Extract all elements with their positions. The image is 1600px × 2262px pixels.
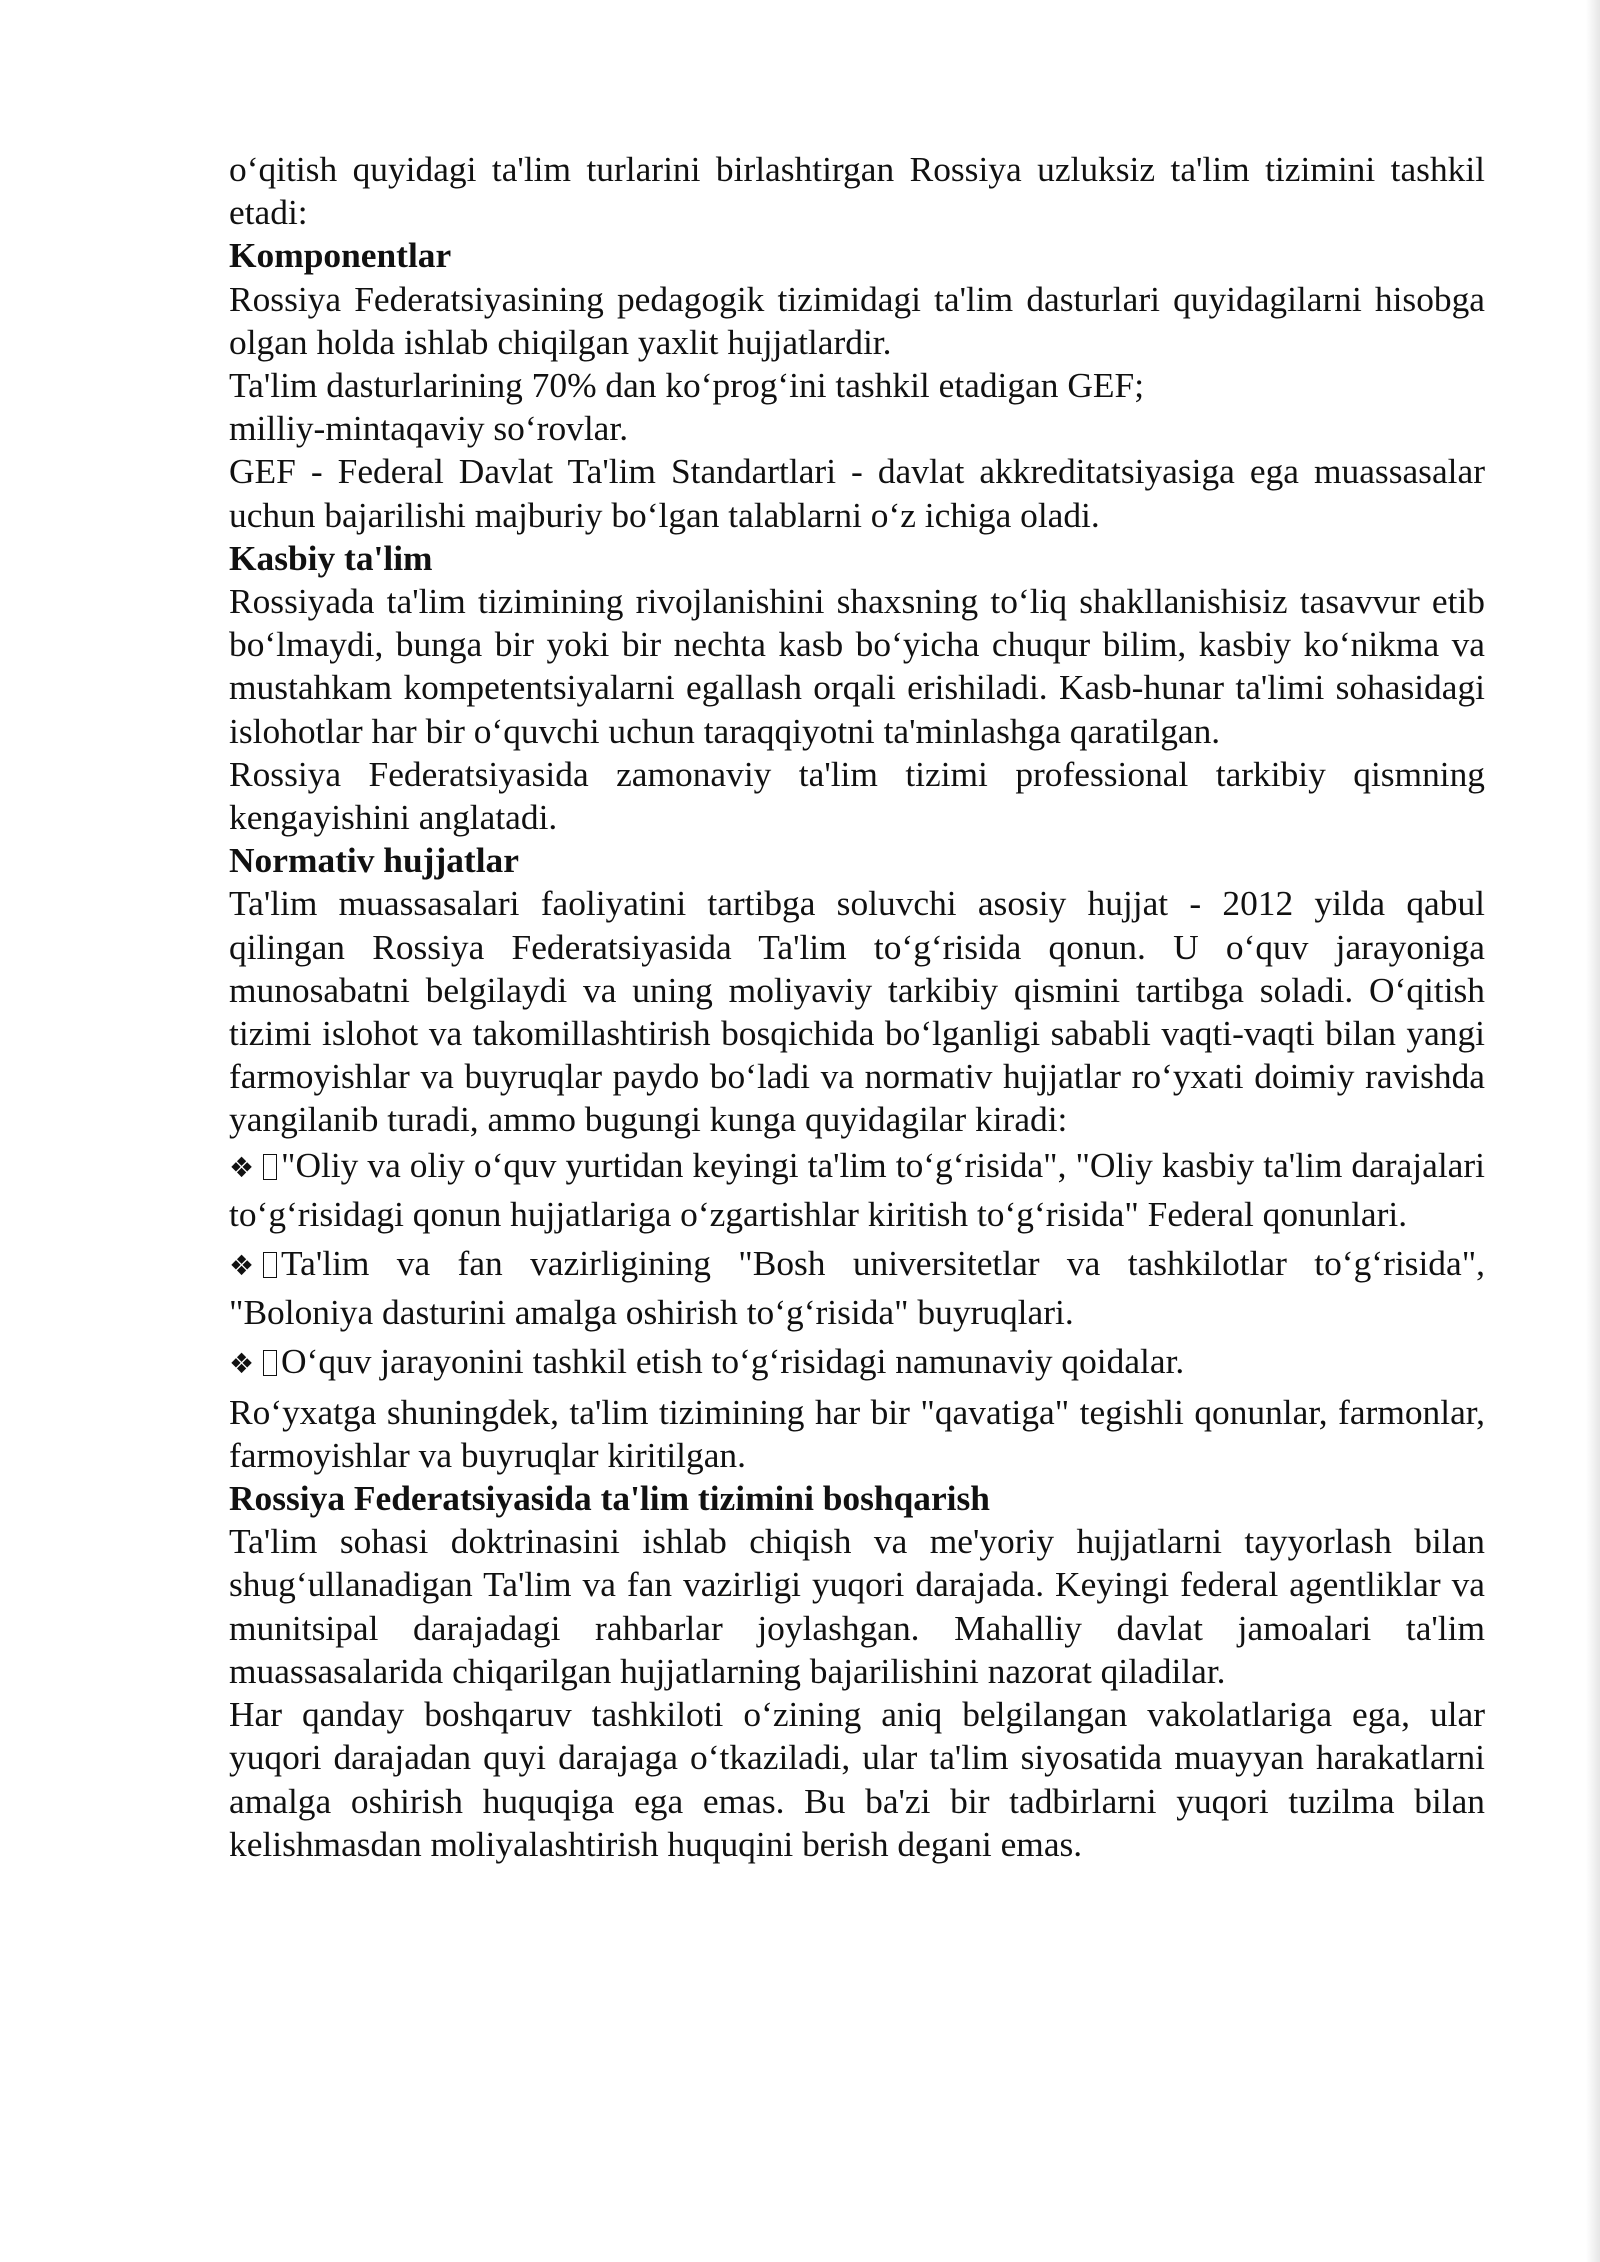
components-paragraph-1: Rossiya Federatsiyasining pedagogik tizimidagi ta'lim dasturlari quyidagilarni hisobga olgan holda ishlab chiqilgan yaxlit hujjatlardir. [229,278,1485,362]
list-item [229,1338,1485,1387]
normative-paragraph-1: Ta'lim muassasalari faoliyatini tartibga soluvchi asosiy hujjat - 2012 yilda qabul qilingan Rossiya Federatsiyasida Ta'lim toʻgʻrisida qonun. U oʻquv jarayoniga munosabatni belgilaydi va uning moliyaviy tarkibiy qismini tartibga soladi. Oʻqitish tizimi islohot va takomillashtirish bosqichida boʻlganligi sababli vaqti-vaqti bilan yangi farmoyishlar va buyruqlar paydo boʻladi va normativ hujjatlar roʻyxati doimiy ravishda yangilanib turadi, ammo bugungi kunga quyidagilar kiradi: [229,883,1485,1140]
document-page [229,148,1485,1866]
heading-management: Rossiya Federatsiyasida ta'lim tizimini boshqarish [229,1478,990,1519]
normative-paragraph-2: Roʻyxatga shuningdek, ta'lim tizimining har bir "qavatiga" tegishli qonunlar, farmonlar, farmoyishlar va buyruqlar kiritilgan. [229,1391,1485,1475]
missing-glyph-icon [263,1252,277,1278]
diamond-bullet-icon: ❖ [229,1346,255,1380]
heading-components: Komponentlar [229,235,452,276]
list-item [229,1240,1485,1336]
vocational-paragraph-1: Rossiyada ta'lim tizimining rivojlanishini shaxsning toʻliq shakllanishisiz tasavvur etib boʻlmaydi, bunga bir yoki bir nechta kasb boʻyicha chuqur bilim, kasbiy koʻnikma va mustahkam kompetentsiyalarni egallash orqali erishiladi. Kasb-hunar ta'limi sohasidagi islohotlar har bir oʻquvchi uchun taraqqiyotni ta'minlashga qaratilgan. [229,581,1485,751]
management-paragraph-1: Ta'lim sohasi doktrinasini ishlab chiqish va me'yoriy hujjatlarni tayyorlash bilan shugʻullanadigan Ta'lim va fan vazirligi yuqori darajada. Keyingi federal agentliklar va munitsipal darajadagi rahbarlar joylashgan. Mahalliy davlat jamoalari ta'lim muassasalarida chiqarilgan hujjatlarning bajarilishini nazorat qiladilar. [229,1521,1485,1691]
intro-paragraph: oʻqitish quyidagi ta'lim turlarini birlashtirgan Rossiya uzluksiz ta'lim tizimini tashkil etadi: [229,149,1485,233]
heading-vocational: Kasbiy ta'lim [229,537,433,578]
missing-glyph-icon [263,1154,277,1180]
vocational-paragraph-2: Rossiya Federatsiyasida zamonaviy ta'lim tizimi professional tarkibiy qismning kengayishini anglatadi. [229,753,1485,838]
heading-normative: Normativ hujjatlar [229,840,519,881]
list-item-text: "Oliy va oliy oʻquv yurtidan keyingi ta'lim toʻgʻrisida", "Oliy kasbiy ta'lim darajalari toʻgʻrisidagi qonun hujjatlariga oʻzgartishlar kiritish toʻgʻrisida" Federal qonunlari. [229,1144,1485,1234]
management-paragraph-2: Har qanday boshqaruv tashkiloti oʻzining aniq belgilangan vakolatlariga ega, ular yuqori darajadan quyi darajaga oʻtkaziladi, ular ta'lim siyosatida muayyan harakatlarni amalga oshirish huquqiga ega emas. Bu ba'zi bir tadbirlarni yuqori tuzilma bilan kelishmasdan moliyalashtirish huquqini berish degani emas. [229,1694,1485,1864]
components-paragraph-2: Ta'lim dasturlarining 70% dan koʻprogʻini tashkil etadigan GEF; [229,365,1145,406]
list-item [229,1142,1485,1238]
page-edge-shadow [1586,0,1600,2262]
list-item-text: Oʻquv jarayonini tashkil etish toʻgʻrisidagi namunaviy qoidalar. [281,1340,1185,1381]
diamond-bullet-icon: ❖ [229,1150,255,1184]
components-paragraph-4: GEF - Federal Davlat Ta'lim Standartlari - davlat akkreditatsiyasiga ega muassasalar uchun bajarilishi majburiy boʻlgan talablarni oʻz ichiga oladi. [229,451,1485,535]
missing-glyph-icon [263,1350,277,1376]
components-paragraph-3: milliy-mintaqaviy soʻrovlar. [229,408,629,449]
list-item-text: Ta'lim va fan vazirligining "Bosh universitetlar va tashkilotlar toʻgʻrisida", "Boloniya dasturini amalga oshirish toʻgʻrisida" buyruqlari. [229,1242,1485,1332]
diamond-bullet-icon: ❖ [229,1248,255,1282]
